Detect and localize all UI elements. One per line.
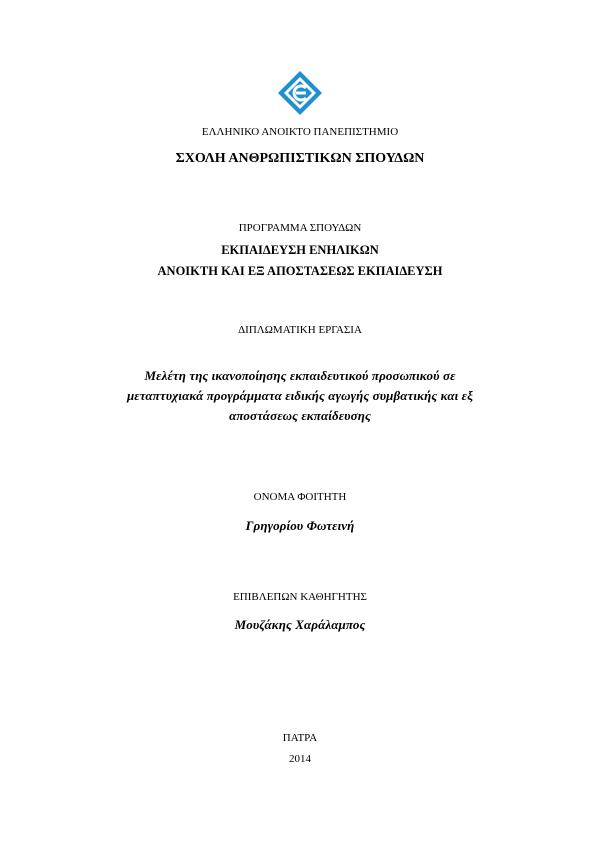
university-name: ΕΛΛΗΝΙΚΟ ΑΝΟΙΚΤΟ ΠΑΝΕΠΙΣΤΗΜΙΟ: [201, 126, 399, 138]
school-name: ΣΧΟΛΗ ΑΝΘΡΩΠΙΣΤΙΚΩΝ ΣΠΟΥΔΩΝ: [175, 151, 425, 166]
footer-year: 2014: [289, 753, 311, 765]
supervisor-label: ΕΠΙΒΛΕΠΩΝ ΚΑΘΗΓΗΤΗΣ: [233, 591, 367, 603]
footer-city: ΠΑΤΡΑ: [282, 732, 318, 744]
student-name: Γρηγορίου Φωτεινή: [245, 518, 355, 533]
thesis-title-line-1: Μελέτη της ικανοποίησης εκπαιδευτικού προσωπικού σε: [144, 368, 456, 383]
thesis-title-line-2: μεταπτυχιακά προγράμματα ειδικής αγωγής συμβατικής και εξ: [126, 388, 474, 403]
thesis-title-line-3: αποστάσεως εκπαίδευσης: [229, 408, 371, 423]
thesis-label: ΔΙΠΛΩΜΑΤΙΚΗ ΕΡΓΑΣΙΑ: [238, 324, 362, 336]
hellenic-open-university-logo-icon: [277, 70, 323, 116]
program-line-1: ΕΚΠΑΙΔΕΥΣΗ ΕΝΗΛΙΚΩΝ: [221, 243, 379, 257]
supervisor-name: Μουζάκης Χαράλαμπος: [234, 617, 366, 632]
program-line-2: ΑΝΟΙΚΤΗ ΚΑΙ ΕΞ ΑΠΟΣΤΑΣΕΩΣ ΕΚΠΑΙΔΕΥΣΗ: [157, 264, 443, 278]
student-label: ΟΝΟΜΑ ΦΟΙΤΗΤΗ: [253, 491, 347, 503]
program-label: ΠΡΟΓΡΑΜΜΑ ΣΠΟΥΔΩΝ: [238, 222, 362, 234]
